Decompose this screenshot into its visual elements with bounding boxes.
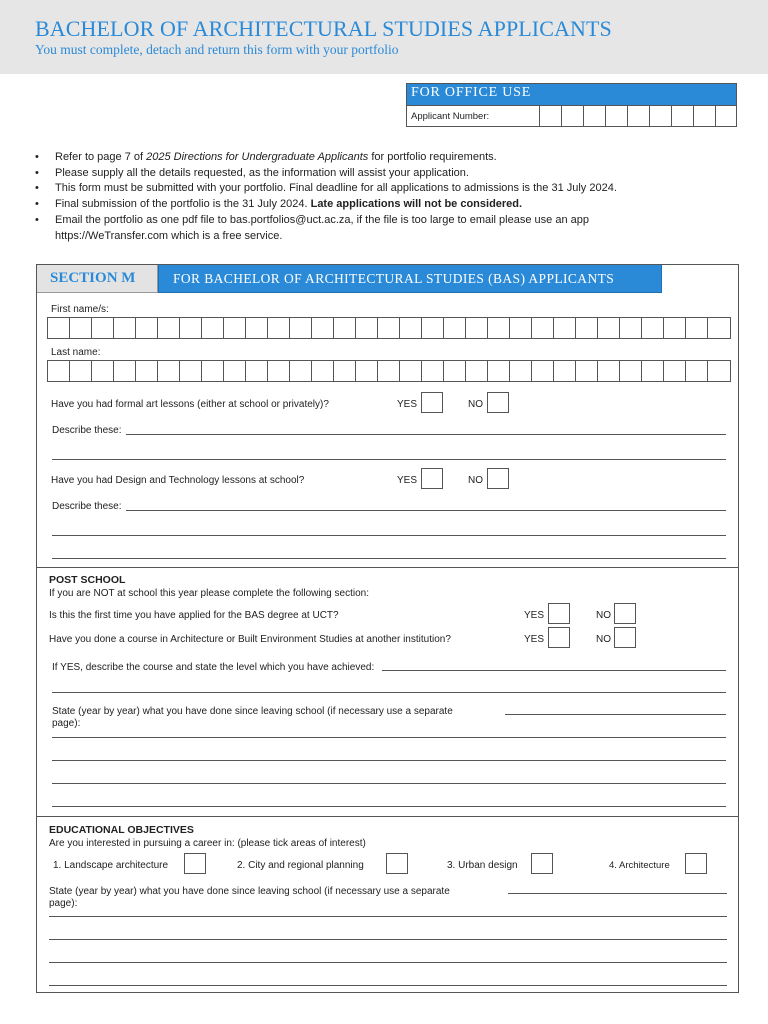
instruction-item: • Please supply all the details requested, as the information will assist your application. bbox=[35, 166, 735, 182]
objectives-state-line[interactable] bbox=[49, 939, 727, 940]
first-time-no-label: NO bbox=[596, 610, 611, 621]
art-lessons-no-label: NO bbox=[468, 399, 483, 410]
objectives-state-line[interactable] bbox=[508, 893, 727, 894]
applicant-number-row bbox=[407, 105, 736, 126]
office-use-box bbox=[406, 83, 737, 127]
art-lessons-question: Have you had formal art lessons (either at school or privately)? bbox=[51, 399, 329, 410]
describe-art-label: Describe these: bbox=[52, 425, 122, 436]
first-time-yes-checkbox[interactable] bbox=[548, 603, 570, 624]
section-divider bbox=[37, 816, 738, 817]
objectives-state-line[interactable] bbox=[49, 916, 727, 917]
course-describe-line[interactable] bbox=[382, 670, 726, 671]
since-school-line[interactable] bbox=[52, 737, 726, 738]
design-tech-no-checkbox[interactable] bbox=[487, 468, 509, 489]
form-subtitle: You must complete, detach and return this form with your portfolio bbox=[35, 42, 399, 57]
other-course-no-label: NO bbox=[596, 634, 611, 645]
option-architecture-checkbox[interactable] bbox=[685, 853, 707, 874]
post-school-intro: If you are NOT at school this year please complete the following section: bbox=[49, 588, 369, 599]
instruction-item: • Email the portfolio as one pdf file to bas.portfolios@uct.ac.za, if the file is too large to email please use an app https://WeTransfer.com which is a free service. bbox=[35, 213, 735, 244]
describe-design-tech-line[interactable] bbox=[126, 510, 726, 511]
objectives-state-line1: State (year by year) what you have done since leaving school (if necessary use a separate bbox=[49, 886, 450, 897]
other-course-yes-checkbox[interactable] bbox=[548, 627, 570, 648]
objectives-state-line[interactable] bbox=[49, 985, 727, 986]
applicant-number-cells[interactable] bbox=[539, 106, 737, 127]
course-describe-line[interactable] bbox=[52, 692, 726, 693]
section-m-form bbox=[36, 264, 739, 993]
post-school-heading: POST SCHOOL bbox=[49, 574, 126, 586]
describe-design-tech-line[interactable] bbox=[52, 558, 726, 559]
since-school-label-line2: page): bbox=[52, 718, 81, 729]
office-use-title: FOR OFFICE USE bbox=[407, 84, 736, 105]
option-planning-checkbox[interactable] bbox=[386, 853, 408, 874]
since-school-label-line1: State (year by year) what you have done since leaving school (if necessary use a separate bbox=[52, 706, 453, 717]
objectives-state-line2: page): bbox=[49, 898, 78, 909]
design-tech-yes-label: YES bbox=[397, 475, 418, 486]
option-landscape-checkbox[interactable] bbox=[184, 853, 206, 874]
design-tech-question: Have you had Design and Technology lessons at school? bbox=[51, 475, 305, 486]
since-school-line[interactable] bbox=[52, 760, 726, 761]
option-architecture-label: 4. Architecture bbox=[609, 860, 670, 871]
design-tech-yes-checkbox[interactable] bbox=[421, 468, 443, 489]
first-name-label: First name/s: bbox=[51, 304, 109, 315]
form-title: BACHELOR OF ARCHITECTURAL STUDIES APPLICANTS bbox=[35, 16, 612, 41]
first-time-question: Is this the first time you have applied for the BAS degree at UCT? bbox=[49, 610, 339, 621]
header-band bbox=[0, 0, 768, 74]
option-urban-design-checkbox[interactable] bbox=[531, 853, 553, 874]
section-label-tab: SECTION M bbox=[37, 265, 158, 293]
other-course-yes-label: YES bbox=[524, 634, 545, 645]
describe-design-tech-label: Describe these: bbox=[52, 501, 122, 512]
first-time-no-checkbox[interactable] bbox=[614, 603, 636, 624]
instruction-item: • Refer to page 7 of 2025 Directions for Undergraduate Applicants for portfolio requirements. bbox=[35, 150, 735, 166]
applicant-number-label: Applicant Number: bbox=[411, 111, 490, 122]
first-time-yes-label: YES bbox=[524, 610, 545, 621]
last-name-label: Last name: bbox=[51, 347, 101, 358]
course-describe-label: If YES, describe the course and state the level which you have achieved: bbox=[52, 662, 375, 673]
option-landscape-label: 1. Landscape architecture bbox=[53, 860, 169, 871]
last-name-grid[interactable] bbox=[47, 360, 731, 382]
option-planning-label: 2. City and regional planning bbox=[237, 860, 364, 871]
other-course-question: Have you done a course in Architecture or Built Environment Studies at another institution? bbox=[49, 634, 451, 645]
objectives-heading: EDUCATIONAL OBJECTIVES bbox=[49, 824, 194, 836]
describe-design-tech-line[interactable] bbox=[52, 535, 726, 536]
describe-art-line[interactable] bbox=[126, 434, 726, 435]
objectives-state-line[interactable] bbox=[49, 962, 727, 963]
design-tech-no-label: NO bbox=[468, 475, 483, 486]
instruction-item: • This form must be submitted with your portfolio. Final deadline for all applications to admissions is the 31 July 2024. bbox=[35, 181, 735, 197]
art-lessons-yes-label: YES bbox=[397, 399, 418, 410]
section-title-bar: FOR BACHELOR OF ARCHITECTURAL STUDIES (BAS) APPLICANTS bbox=[158, 265, 662, 293]
instructions-list bbox=[35, 150, 735, 244]
art-lessons-yes-checkbox[interactable] bbox=[421, 392, 443, 413]
option-urban-design-label: 3. Urban design bbox=[447, 860, 518, 871]
objectives-intro: Are you interested in pursuing a career in: (please tick areas of interest) bbox=[49, 838, 366, 849]
art-lessons-no-checkbox[interactable] bbox=[487, 392, 509, 413]
other-course-no-checkbox[interactable] bbox=[614, 627, 636, 648]
since-school-line[interactable] bbox=[52, 783, 726, 784]
section-divider bbox=[37, 567, 738, 568]
first-name-grid[interactable] bbox=[47, 317, 731, 339]
since-school-line[interactable] bbox=[52, 806, 726, 807]
instruction-item: • Final submission of the portfolio is the 31 July 2024. Late applications will not be considered. bbox=[35, 197, 735, 213]
since-school-line[interactable] bbox=[505, 714, 726, 715]
describe-art-line[interactable] bbox=[52, 459, 726, 460]
